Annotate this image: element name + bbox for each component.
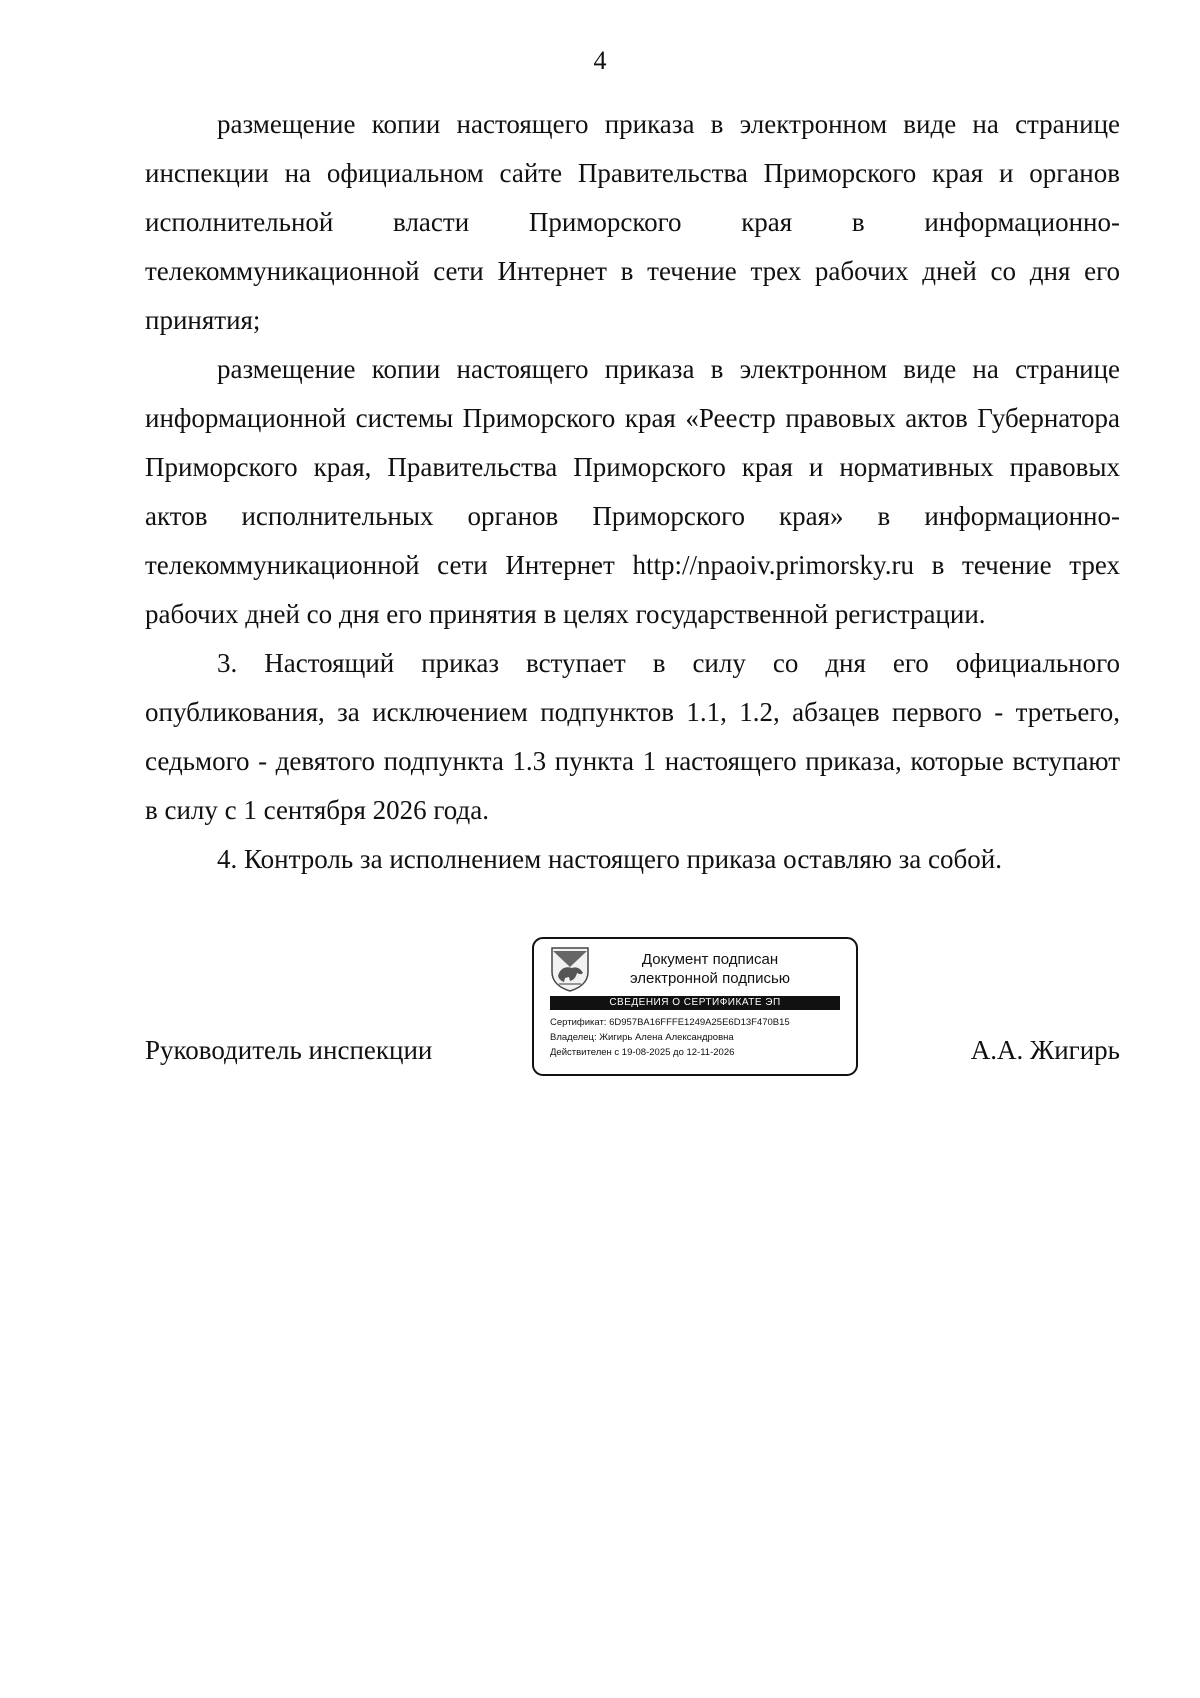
- signer-name: А.А. Жигирь: [970, 1035, 1120, 1065]
- stamp-validity: Действителен с 19-08-2025 до 12-11-2026: [550, 1047, 735, 1058]
- page-number: 4: [593, 46, 607, 75]
- stamp-certificate-details: [550, 1015, 850, 1060]
- signer-position: Руководитель инспекции: [145, 1035, 433, 1065]
- document-body: [145, 100, 1120, 884]
- electronic-signature-stamp: [532, 937, 858, 1076]
- paragraph-control: 4. Контроль за исполнением настоящего приказа оставляю за собой.: [217, 844, 1002, 874]
- stamp-owner: Владелец: Жигирь Алена Александровна: [550, 1032, 734, 1043]
- paragraph-website-publication: размещение копии настоящего приказа в электронном виде на странице инспекции на официальном сайте Правительства Приморского края и органов исполнительной власти Приморского края в информационно-телекоммуникационной сети Интернет в течение трех рабочих дней со дня его принятия;: [145, 109, 1120, 335]
- stamp-title: [600, 950, 820, 988]
- stamp-certificate-number: Сертификат: 6D957BA16FFFE1249A25E6D13F470B15: [550, 1017, 790, 1028]
- paragraph-entry-into-force: 3. Настоящий приказ вступает в силу со дня его официального опубликования, за исключением подпунктов 1.1, 1.2, абзацев первого - третьего, седьмого - девятого подпункта 1.3 пункта 1 настоящего приказа, которые вступают в силу с 1 сентября 2026 года.: [145, 648, 1120, 825]
- stamp-title-line1: Документ подписан: [641, 951, 779, 968]
- stamp-certificate-header: СВЕДЕНИЯ О СЕРТИФИКАТЕ ЭП: [550, 996, 840, 1010]
- primorsky-coat-of-arms-icon: [550, 946, 590, 992]
- paragraph-registry-publication: размещение копии настоящего приказа в электронном виде на странице информационной системы Приморского края «Реестр правовых актов Губернатора Приморского края, Правительства Приморского края и нормативных правовых актов исполнительных органов Приморского края» в информационно-телекоммуникационной сети Интернет http://npaoiv.primorsky.ru в течение трех рабочих дней со дня его принятия в целях государственной регистрации.: [145, 354, 1120, 629]
- stamp-title-line2: электронной подписью: [629, 970, 791, 987]
- signature-block: [145, 937, 1120, 1079]
